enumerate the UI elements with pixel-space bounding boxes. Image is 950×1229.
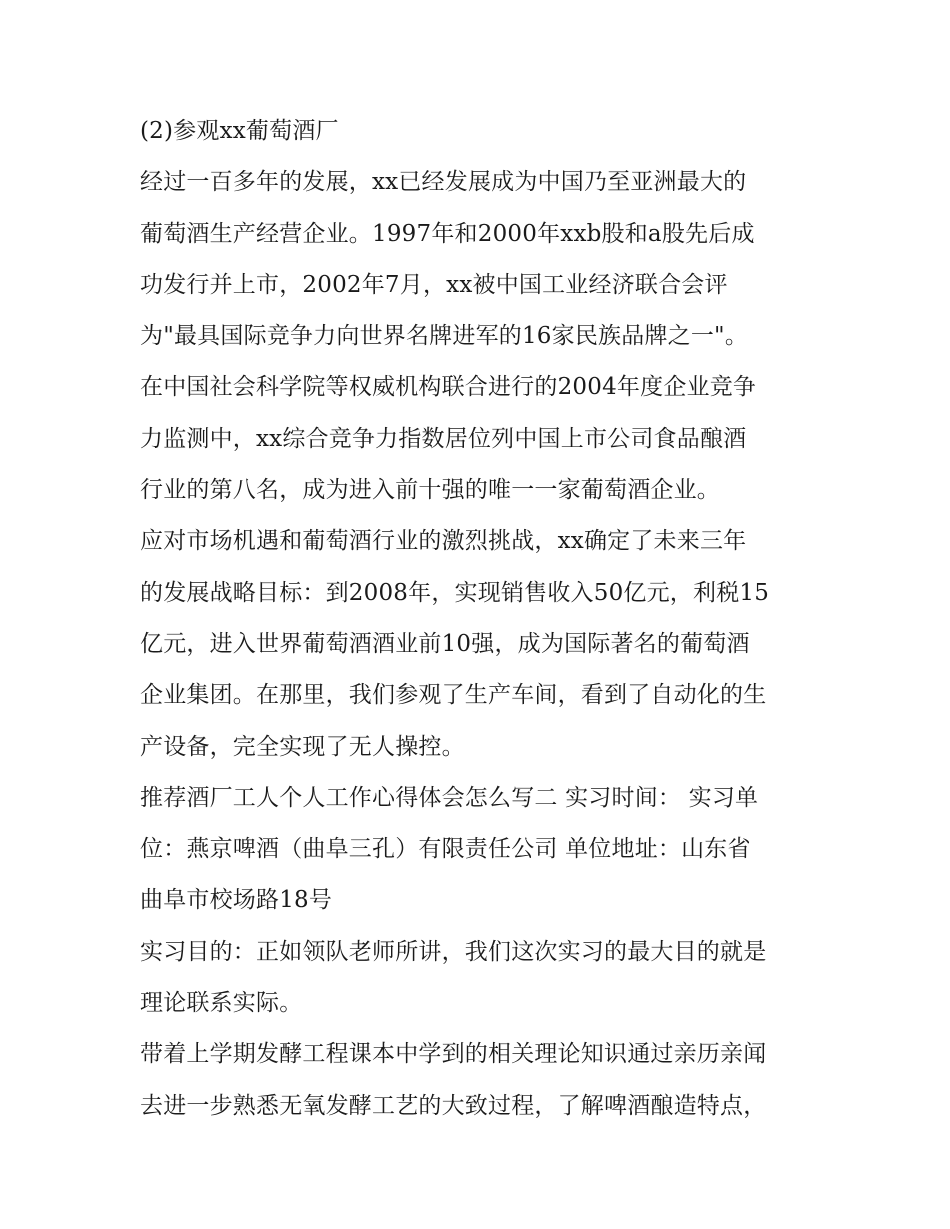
text-line: 去进一步熟悉无氧发酵工艺的大致过程，了解啤酒酿造特点， [140, 1092, 767, 1119]
text-line: 位：燕京啤酒（曲阜三孔）有限责任公司 单位地址：山东省 [140, 836, 751, 863]
text-line: 曲阜市校场路18号 [140, 887, 333, 914]
text-line: 力监测中，xx综合竞争力指数居位列中国上市公司食品酿酒 [140, 425, 747, 452]
document-body [140, 106, 820, 1132]
text-line: 为"最具国际竞争力向世界名牌进军的16家民族品牌之一"。 [140, 323, 749, 350]
text-line: 应对市场机遇和葡萄酒行业的激烈挑战，xx确定了未来三年 [140, 528, 747, 555]
text-line: 企业集团。在那里，我们参观了生产车间，看到了自动化的生 [140, 682, 767, 709]
text-line: 带着上学期发酵工程课本中学到的相关理论知识通过亲历亲闻 [140, 1041, 767, 1068]
text-line: 在中国社会科学院等权威机构联合进行的2004年度企业竞争 [140, 374, 757, 401]
text-line: 葡萄酒生产经营企业。1997年和2000年xxb股和a股先后成 [140, 220, 755, 247]
text-line: 的发展战略目标：到2008年，实现销售收入50亿元，利税15 [140, 579, 770, 606]
text-line: (2)参观xx葡萄酒厂 [140, 118, 339, 144]
text-line: 经过一百多年的发展，xx已经发展成为中国乃至亚洲最大的 [140, 169, 747, 196]
text-line: 行业的第八名，成为进入前十强的唯一一家葡萄酒企业。 [140, 477, 720, 504]
text-line: 功发行并上市，2002年7月，xx被中国工业经济联合会评 [140, 271, 728, 298]
text-line: 亿元，进入世界葡萄酒酒业前10强，成为国际著名的葡萄酒 [140, 630, 750, 657]
text-line: 理论联系实际。 [140, 990, 303, 1017]
text-line: 产设备，完全实现了无人操控。 [140, 733, 465, 760]
text-line: 推荐酒厂工人个人工作心得体会怎么写二 实习时间： 实习单 [140, 784, 759, 811]
text-line: 实习目的：正如领队老师所讲，我们这次实习的最大目的就是 [140, 938, 767, 965]
